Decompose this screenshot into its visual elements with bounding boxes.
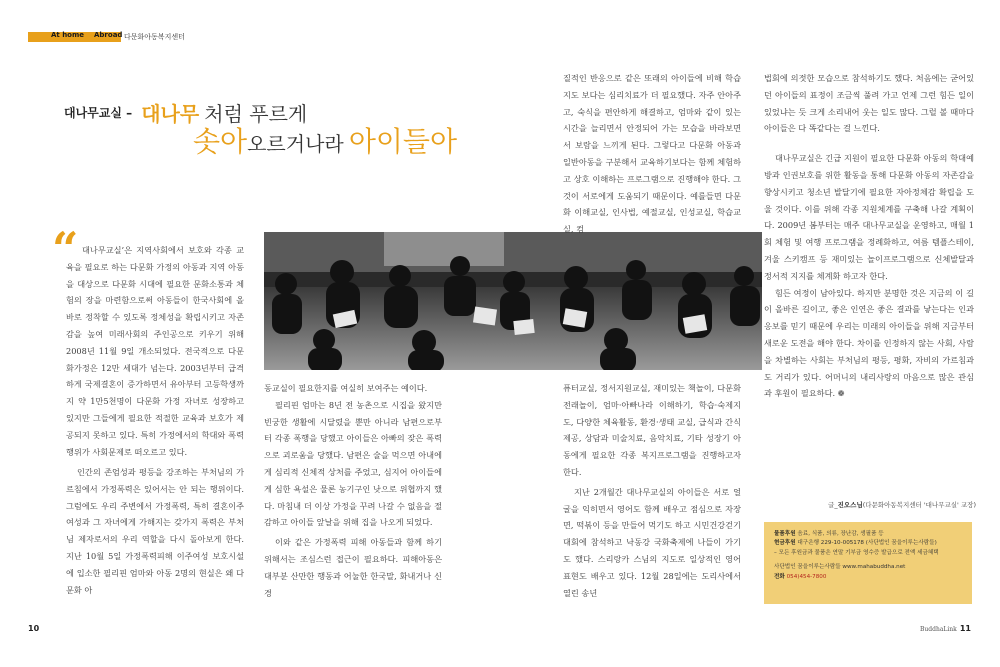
info-line-tax: – 모든 후원금과 물품은 연말 기부금 영수증 발급으로 전액 세금혜택 <box>774 549 939 556</box>
article-title-line2 <box>193 120 457 160</box>
page-number-left: 10 <box>28 624 40 633</box>
title-rest2: 오르거나라 <box>247 132 344 156</box>
opening-quote-mark: “ <box>52 222 79 276</box>
info-phone-text: 054)454-7800 <box>786 573 827 580</box>
column-1 <box>66 242 244 460</box>
credit-prefix: 글_ <box>828 501 838 509</box>
credit-suffix: (다문화아동복지센터 '대나무교실' 교장) <box>862 501 976 509</box>
page-number-right <box>920 624 971 633</box>
col3-paragraph-bottom-2: 지난 2개월간 대나무교실의 아이들은 서로 얼굴을 익히면서 영어도 함께 배우고 점심으로 자장면, 떡볶이 등을 만들어 먹기도 하고 시민건강걷기대회에 참석하고 낙동강 국화축제에 나들이 가기도 했다. 스리랑카 스님의 지도로 일상적인 영어 표현도 배우고 있다. 12월 28일에는 도리사에서 열린 송년 <box>563 486 741 598</box>
column-2 <box>264 380 442 601</box>
column-3-bottom <box>563 380 741 601</box>
col4-paragraph-2: 대나무교실은 긴급 지원이 필요한 다문화 아동의 학대예방과 인권보호를 위한 활동을 통해 다문화 아동의 자존감을 향상시키고 청소년 발달기에 필요한 자아정체감 확립을 도울 것이다. 이를 위해 각종 지원체계를 구축해 나갈 계획이다. 2009년 봄부터는 매주 대나무교실을 운영하고, 매월 1회 체험 및 여행 프로그램을 정례화하고, 여름 템플스테이, 겨울 스키캠프 등 재미있는 놀이프로그램으로 신체발달과 정서적 지지를 체계화 하고자 한다. <box>764 153 974 281</box>
col1-paragraph-2: 인간의 존엄성과 평등을 강조하는 부처님의 가르침에서 가정폭력은 있어서는 안 되는 행위이다. 그럼에도 우리 주변에서 가정폭력, 특히 결혼이주여성과 그 자녀에게 가해지는 갖가지 폭력은 부처님 제자로서의 우리 역할을 다시 돌아보게 한다. 지난 10월 5일 가정폭력피해 이주여성 보호시설에 입소한 필리핀 엄마와 아동 2명의 현실은 왜 다문화 아 <box>66 467 244 595</box>
credit-author: 진오스님 <box>837 501 863 509</box>
info-goods-label: 물품후원 <box>774 531 796 537</box>
info-goods-text: 음료, 식품, 의류, 장난감, 생필품 등 <box>797 531 884 537</box>
end-mark-icon: ❁ <box>837 388 845 399</box>
info-line-cash <box>774 539 962 548</box>
header-abroad: Abroad <box>94 31 123 39</box>
section-header-bar <box>28 32 121 42</box>
info-cash-text: 대구은행 229-10-005178 (사단법인 꿈을이루는사람들) <box>797 540 937 547</box>
donation-info-box <box>764 522 972 604</box>
author-credit <box>764 500 976 509</box>
info-line-phone <box>774 573 962 582</box>
header-section-name: 다문화아동복지센터 <box>124 33 185 41</box>
info-line-org: 사단법인 꿈을이루는사람들 www.mahabuddha.net <box>774 564 906 571</box>
col4-paragraph-3-text: 힘든 여정이 남아있다. 하지만 분명한 것은 지금의 이 길이 올바른 길이고, 좋은 인연은 좋은 결과를 낳는다는 인과응보를 믿기 때문에 우리는 미래의 아이들을 위해 지금부터 새로운 도전을 해야 한다. 차이를 인정하지 않는 사회, 사람을 차별하는 사회는 부처님의 평등, 평화, 자비의 가르침과도 거리가 있다. 어머니의 내리사랑의 마음으로 많은 관심과 후원이 필요하다. <box>764 287 974 399</box>
column-4 <box>764 70 974 402</box>
magazine-brand: BuddhaLink <box>920 626 957 633</box>
title-word-children: 아이들아 <box>348 125 458 158</box>
column-3-top <box>563 70 741 238</box>
col4-paragraph-1: 법회에 의젓한 모습으로 참석하기도 했다. 처음에는 굳어있던 아이들의 표정이 조금씩 풀려 가고 언제 그런 힘든 일이 있었냐는 듯 크게 소리내어 웃는 일도 많다. 그럴 볼 때마다 아이들은 다 똑같다는 걸 느낀다. <box>764 73 974 134</box>
children-classroom-photo <box>264 232 762 370</box>
col2-paragraph-3: 이와 같은 가정폭력 피해 아동들과 함께 하기 위해서는 조심스런 접근이 필요하다. 피해아동은 대부분 산만한 행동과 어눌한 한국말, 화내거나 신경 <box>264 537 442 598</box>
title-word-bamboo: 대나무 <box>141 102 200 126</box>
column-1-bottom <box>66 464 244 598</box>
title-word-rise: 솟아 <box>193 125 248 158</box>
page-number-right-value: 11 <box>959 624 971 633</box>
info-phone-label: 전화 <box>774 573 785 580</box>
col3-paragraph-top: 질적인 반응으로 같은 또래의 아이들에 비해 학습지도 보다는 심리치료가 더 필요했다. 자주 안아주고, 숙식을 편안하게 해결하고, 엄마와 같이 있는 시간을 늘리면서 안정되어 가는 모습을 바라보면서 보람을 느끼게 된다. 그렇다고 다문화 아동과 일반아동을 구분해서 교육하기보다는 함께 체험하고 상호 이해하는 프로그램으로 진행해야 한다. 그것이 서로에게 도움되기 때문이다. 예를들면 다문화 이해교실, 인사법, 예절교실, 인성교실, 학습교실, 컴 <box>563 73 741 235</box>
title-rest1: 처럼 푸르게 <box>204 102 308 126</box>
col3-paragraph-bottom-1: 퓨터교실, 정서지원교실, 재미있는 책놀이, 다문화 전래놀이, 엄마·아빠나라 이해하기, 학습·숙제지도, 다양한 체육활동, 환경·생태 교실, 급식과 간식제공, 상담과 미술치료, 음악치료, 기타 성장기 아동에게 필요한 각종 복지프로그램을 진행하고자 한다. <box>563 383 741 477</box>
info-cash-label: 현금후원 <box>774 540 796 547</box>
col1-paragraph-1: 대나무교실’은 지역사회에서 보호와 각종 교육을 필요로 하는 다문화 가정의 아동과 지역 아동을 대상으로 다문화 시대에 필요한 문화소통과 체험의 장을 마련함으로써 아동들이 한국사회에 올바로 정착할 수 있도록 정체성을 확립시키고 자존감을 높여 미래사회의 주인공으로 키우기 위해 2008년 11월 9일 개소되었다. 전국적으로 다문화가정은 12만 세대가 넘는다. 2003년부터 급격하게 국제결혼이 증가하면서 유아부터 고등학생까지 약 1만5천명이 다문화 가정 자녀로 성장하고 있지만 그들에게 필요한 적절한 교육과 보호가 제공되지 못하고 있다. 특히 가정에서의 학대와 폭력행위가 사회문제로 떠오르고 있다. <box>66 245 244 457</box>
col4-paragraph-3 <box>764 285 974 403</box>
header-at-home: At home <box>51 31 85 39</box>
info-line-goods <box>774 530 962 539</box>
title-lead: 대나무교실 – <box>64 106 133 120</box>
col2-paragraph-2: 필리핀 엄마는 8년 전 농촌으로 시집을 왔지만 빈궁한 생활에 시달렸을 뿐만 아니라 남편으로부터 각종 폭행을 당했고 아이들은 아빠의 잦은 폭력으로 괴로움을 당했다. 남편은 술을 먹으면 아내에게 심리적 신체적 상처를 주었고, 심지어 아이들에게 심한 욕설은 물론 농기구인 낫으로 위협까지 했다. 마침내 더 이상 가정을 꾸려 나갈 수 없음을 절감하고 아이들 앞날을 위해 집을 나오게 되었다. <box>264 399 442 528</box>
col2-paragraph-1: 동교실이 필요한지를 여실히 보여주는 예이다. <box>264 383 428 393</box>
